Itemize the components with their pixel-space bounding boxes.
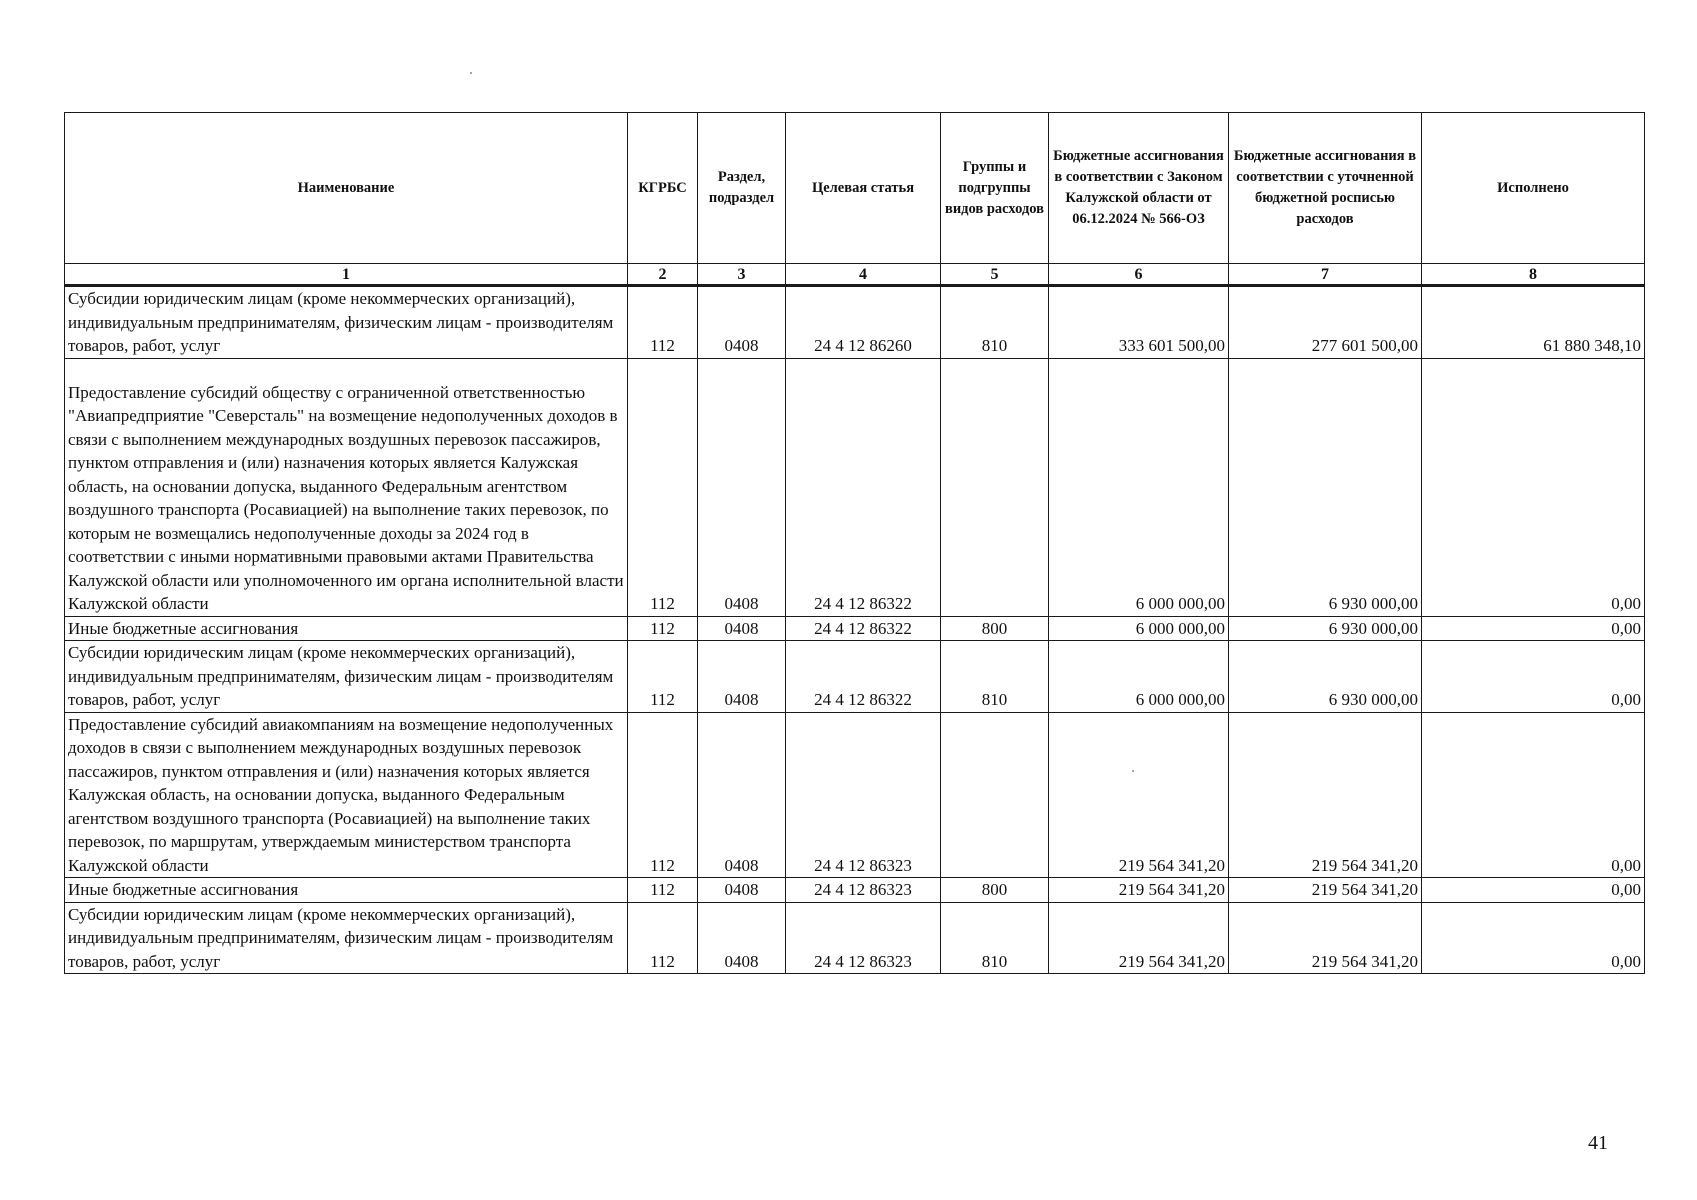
scan-speck [1132, 770, 1134, 772]
row-section: 0408 [698, 358, 786, 616]
row-kgrbs: 112 [628, 641, 698, 713]
row-expense-group: 810 [941, 641, 1049, 713]
row-section: 0408 [698, 641, 786, 713]
table-row [65, 616, 1645, 641]
table-row [65, 641, 1645, 713]
header-expense-group: Группы и подгруппы видов расходов [941, 113, 1049, 264]
row-kgrbs: 112 [628, 616, 698, 641]
header-row [65, 113, 1645, 264]
row-law-allocation: 6 000 000,00 [1049, 616, 1229, 641]
row-law-allocation: 6 000 000,00 [1049, 641, 1229, 713]
row-name: Субсидии юридическим лицам (кроме некоммерческих организаций), индивидуальным предпринимателям, физическим лицам - производителям товаров, работ, услуг [65, 641, 628, 713]
row-law-allocation: 219 564 341,20 [1049, 878, 1229, 903]
row-executed: 0,00 [1422, 641, 1645, 713]
row-kgrbs: 112 [628, 286, 698, 359]
row-name: Субсидии юридическим лицам (кроме некоммерческих организаций), индивидуальным предпринимателям, физическим лицам - производителям товаров, работ, услуг [65, 902, 628, 974]
row-target-article: 24 4 12 86323 [786, 878, 941, 903]
row-name: Иные бюджетные ассигнования [65, 616, 628, 641]
row-section: 0408 [698, 616, 786, 641]
column-number-row [65, 264, 1645, 286]
header-name: Наименование [65, 113, 628, 264]
row-executed: 61 880 348,10 [1422, 286, 1645, 359]
row-target-article: 24 4 12 86322 [786, 358, 941, 616]
scan-speck [470, 72, 472, 74]
row-name: Субсидии юридическим лицам (кроме некоммерческих организаций), индивидуальным предпринимателям, физическим лицам - производителям товаров, работ, услуг [65, 286, 628, 359]
column-number: 8 [1422, 264, 1645, 286]
row-revised-allocation: 6 930 000,00 [1229, 616, 1422, 641]
row-kgrbs: 112 [628, 712, 698, 878]
header-target-article: Целевая статья [786, 113, 941, 264]
page-number: 41 [1588, 1132, 1608, 1154]
row-target-article: 24 4 12 86260 [786, 286, 941, 359]
row-expense-group: 800 [941, 878, 1049, 903]
row-expense-group: 810 [941, 902, 1049, 974]
header-executed: Исполнено [1422, 113, 1645, 264]
column-number: 1 [65, 264, 628, 286]
row-executed: 0,00 [1422, 358, 1645, 616]
row-expense-group: 800 [941, 616, 1049, 641]
header-kgrbs: КГРБС [628, 113, 698, 264]
column-number: 7 [1229, 264, 1422, 286]
column-number: 4 [786, 264, 941, 286]
row-section: 0408 [698, 902, 786, 974]
row-law-allocation: 333 601 500,00 [1049, 286, 1229, 359]
row-law-allocation: 219 564 341,20 [1049, 902, 1229, 974]
row-name: Иные бюджетные ассигнования [65, 878, 628, 903]
table-row [65, 878, 1645, 903]
table-row [65, 712, 1645, 878]
row-revised-allocation: 6 930 000,00 [1229, 358, 1422, 616]
budget-execution-table [64, 112, 1645, 974]
row-name: Предоставление субсидий авиакомпаниям на возмещение недополученных доходов в связи с выполнением международных воздушных перевозок пассажиров, пунктом отправления и (или) назначения которых является Калужская область, на основании допуска, выданного Федеральным агентством воздушного транспорта (Росавиацией) на выполнение таких перевозок, по маршрутам, утверждаемым министерством транспорта Калужской области [65, 712, 628, 878]
row-revised-allocation: 219 564 341,20 [1229, 878, 1422, 903]
row-kgrbs: 112 [628, 878, 698, 903]
row-target-article: 24 4 12 86322 [786, 641, 941, 713]
row-name: Предоставление субсидий обществу с ограниченной ответственностью "Авиапредприятие "Северсталь" на возмещение недополученных доходов в связи с выполнением международных воздушных перевозок пассажиров, пунктом отправления и (или) назначения которых является Калужская область, на основании допуска, выданного Федеральным агентством воздушного транспорта (Росавиацией) на выполнение таких перевозок, по которым не возмещались недополученные доходы за 2024 год в соответствии с иными нормативными правовыми актами Правительства Калужской области или уполномоченного им органа исполнительной власти Калужской области [65, 358, 628, 616]
row-revised-allocation: 219 564 341,20 [1229, 712, 1422, 878]
row-kgrbs: 112 [628, 902, 698, 974]
row-law-allocation: 6 000 000,00 [1049, 358, 1229, 616]
row-revised-allocation: 219 564 341,20 [1229, 902, 1422, 974]
table-body [65, 286, 1645, 974]
header-section: Раздел, подраздел [698, 113, 786, 264]
header-revised-allocations: Бюджетные ассигнования в соответствии с уточненной бюджетной росписью расходов [1229, 113, 1422, 264]
row-executed: 0,00 [1422, 616, 1645, 641]
row-section: 0408 [698, 286, 786, 359]
row-target-article: 24 4 12 86323 [786, 712, 941, 878]
row-target-article: 24 4 12 86322 [786, 616, 941, 641]
row-executed: 0,00 [1422, 902, 1645, 974]
row-executed: 0,00 [1422, 712, 1645, 878]
row-section: 0408 [698, 712, 786, 878]
row-section: 0408 [698, 878, 786, 903]
column-number: 3 [698, 264, 786, 286]
column-number: 5 [941, 264, 1049, 286]
row-expense-group [941, 358, 1049, 616]
table-row [65, 902, 1645, 974]
table-row [65, 286, 1645, 359]
row-executed: 0,00 [1422, 878, 1645, 903]
row-revised-allocation: 277 601 500,00 [1229, 286, 1422, 359]
header-law-allocations: Бюджетные ассигнования в соответствии с Законом Калужской области от 06.12.2024 № 566-ОЗ [1049, 113, 1229, 264]
row-law-allocation: 219 564 341,20 [1049, 712, 1229, 878]
row-kgrbs: 112 [628, 358, 698, 616]
row-target-article: 24 4 12 86323 [786, 902, 941, 974]
column-number: 2 [628, 264, 698, 286]
row-expense-group: 810 [941, 286, 1049, 359]
row-revised-allocation: 6 930 000,00 [1229, 641, 1422, 713]
row-expense-group [941, 712, 1049, 878]
table-row [65, 358, 1645, 616]
column-number: 6 [1049, 264, 1229, 286]
